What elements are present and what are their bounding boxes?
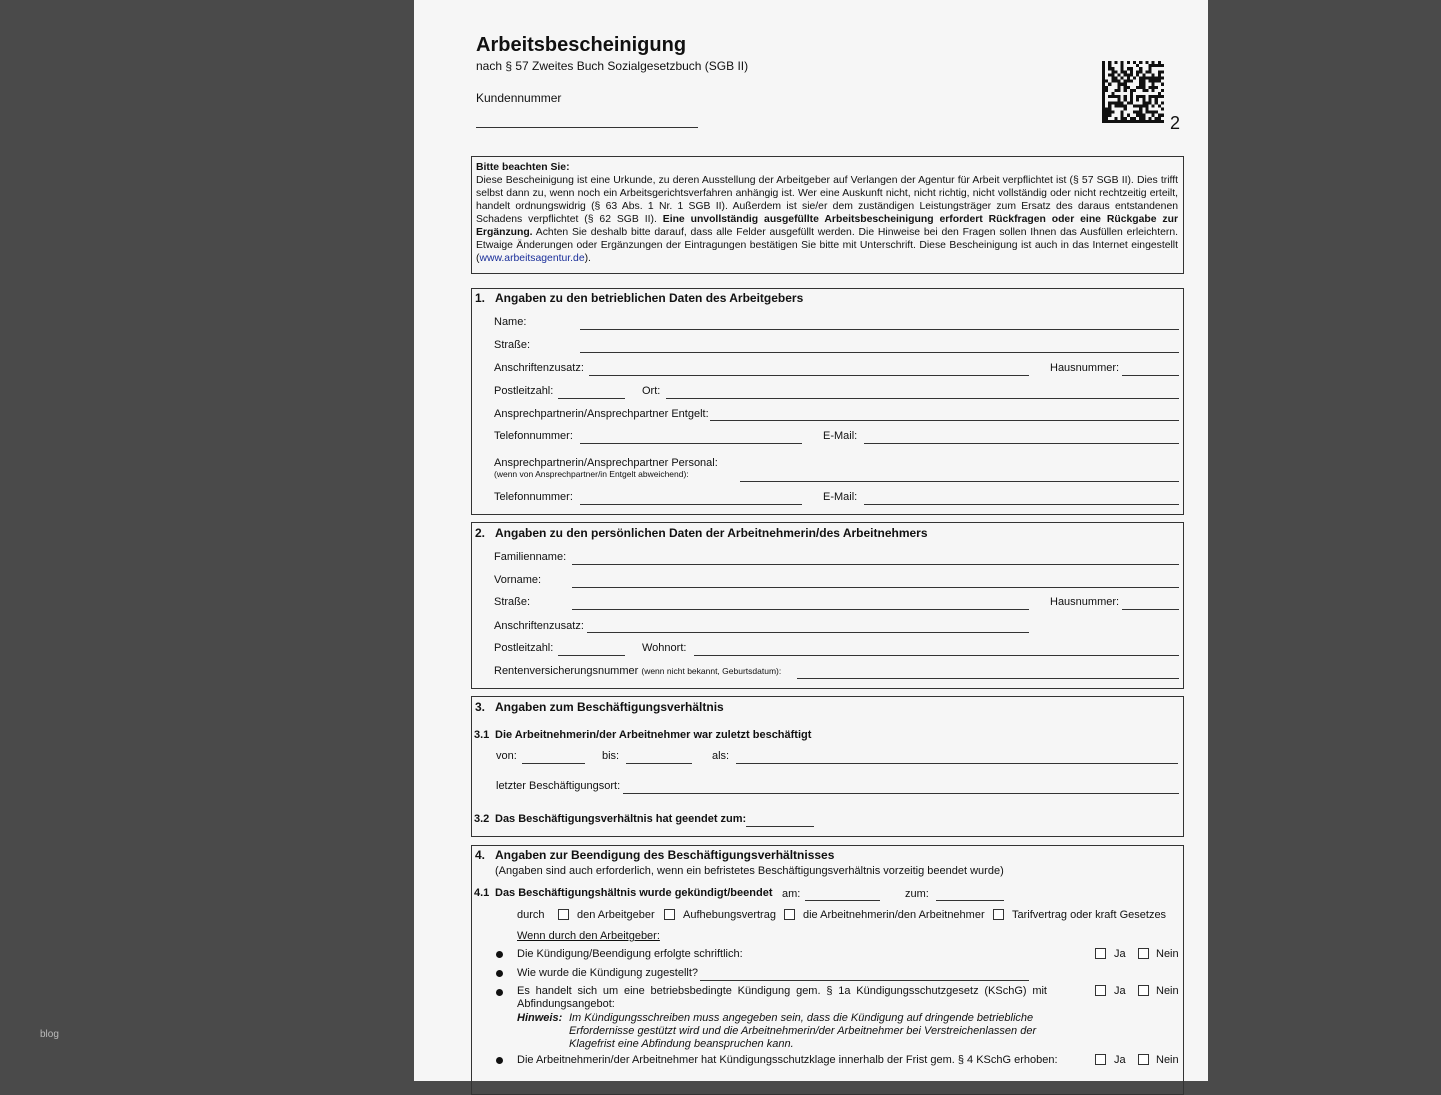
notice-text [476,161,1178,265]
email-field[interactable] [864,443,1179,444]
pension-number-text: Rentenversicherungsnummer [494,665,639,677]
section-1-number: 1. [475,291,486,305]
section-4-title: Angaben zur Beendigung des Beschäftigungsverhältnisses [495,848,835,862]
email-2-field[interactable] [864,504,1179,505]
phone-field[interactable] [580,443,802,444]
email-2-label: E-Mail: [823,491,858,503]
phone-2-label: Telefonnummer: [494,491,573,503]
section-1-title: Angaben zu den betrieblichen Daten des Arbeitgebers [495,291,804,305]
checkbox-collective-agreement[interactable] [993,909,1004,920]
section-3-2-number: 3.2 [474,813,490,825]
section-3-number: 3. [475,700,486,714]
section-3-title: Angaben zum Beschäftigungsverhältnis [495,700,724,714]
street-field[interactable] [572,609,1029,610]
bullet-icon [496,989,503,996]
q1-yes-checkbox[interactable] [1095,948,1106,959]
surname-label: Familienname: [494,551,567,563]
contact-personnel-label: Ansprechpartnerin/Ansprechpartner Personal: [494,457,718,469]
last-workplace-label: letzter Beschäftigungsort: [496,780,621,792]
as-label: als: [712,750,730,762]
residence-label: Wohnort: [642,642,687,654]
from-field[interactable] [522,763,585,764]
option-collective-agreement: Tarifvertrag oder kraft Gesetzes [1012,909,1167,921]
page-number: 2 [1170,113,1181,133]
to-field[interactable] [626,763,692,764]
option-employer: den Arbeitgeber [577,909,655,921]
notice-bold: Eine unvollständig ausgefüllte Arbeitsbescheinigung erfordert Rückfragen oder eine Rückgabe zur Ergänzung. [476,214,1178,238]
by-label: durch [517,909,545,921]
notice-body: Diese Bescheinigung ist eine Urkunde, zu deren Ausstellung der Arbeitgeber auf Verlangen der Agentur für Arbeit verpflichtet ist (§ 57 SGB II). Dies trifft selbst dann zu, wenn noch ein Arbeitsgerichtsverfahren anhängig ist. Wer eine Auskunft nicht, nicht richtig, nicht vollständig oder nicht rechtzeitig erteilt, handelt ordnungswidrig (§ 63 Abs. 1 Nr. 1 SGB II). Außerdem ist sie/er dem zuständigen Leistungsträger zum Ersatz des daraus entstandenen Schadens verpflichtet (§ 62 SGB II). [476,175,1178,225]
end-date-field[interactable] [746,826,814,827]
notice-body-2: Achten Sie deshalb bitte darauf, dass alle Felder ausgefüllt werden. Die Hinweise bei den Fragen sollen Ihnen das Ausfüllen erleichtern. Etwaige Änderungen oder Ergänzungen der Eintragungen bestätigen Sie bitte mit Unterschrift. Diese Bescheinigung ist auch in das Internet eingestellt ( [476,227,1178,264]
address-extra-label: Anschriftenzusatz: [494,620,584,632]
to-label: bis: [602,750,620,762]
from-label: von: [496,750,517,762]
phone-2-field[interactable] [580,504,802,505]
terminated-on-field[interactable] [805,900,880,901]
bullet-icon [496,951,503,958]
contact-payroll-label: Ansprechpartnerin/Ansprechpartner Entgelt: [494,408,709,420]
notice-heading: Bitte beachten Sie: [476,162,570,173]
pension-number-label [494,664,781,678]
note-line-3: Klagefrist eine Abfindung beanspruchen kann. [569,1038,794,1050]
section-4-1-title: Das Beschäftigungshältnis wurde gekündigt/beendet [495,887,773,899]
residence-field[interactable] [694,655,1179,656]
note-label: Hinweis: [517,1012,563,1024]
if-employer-heading: Wenn durch den Arbeitgeber: [517,930,660,942]
address-extra-field[interactable] [587,632,1029,633]
notice-end: ). [584,253,591,264]
option-termination-agreement: Aufhebungsvertrag [683,909,776,921]
subtitle: nach § 57 Zweites Buch Sozialgesetzbuch (SGB II) [476,59,749,73]
employer-house-number-field[interactable] [1122,375,1179,376]
page-title: Arbeitsbescheinigung [476,34,687,56]
firstname-label: Vorname: [494,574,542,586]
checkbox-termination-agreement[interactable] [664,909,675,920]
employer-name-field[interactable] [580,329,1179,330]
until-label: zum: [905,888,929,900]
checkbox-employee[interactable] [784,909,795,920]
pension-number-field[interactable] [797,678,1179,679]
question-severance-1: Es handelt sich um eine betriebsbedingte Kündigung gem. § 1a Kündigungsschutzgesetz (KSchG) mit [517,985,1047,997]
section-4-number: 4. [475,848,486,862]
section-2-number: 2. [475,526,486,540]
contact-payroll-field[interactable] [710,420,1179,421]
website-link[interactable]: www.arbeitsagentur.de [479,253,585,264]
q4-yes-label: Ja [1114,1054,1126,1066]
contact-personnel-field[interactable] [740,481,1179,482]
zip-label: Postleitzahl: [494,642,554,654]
customer-number-field[interactable] [476,127,698,128]
pension-number-note: (wenn nicht bekannt, Geburtsdatum): [641,666,782,676]
employer-zip-field[interactable] [558,398,625,399]
q4-no-checkbox[interactable] [1138,1054,1149,1065]
terminated-until-field[interactable] [936,900,1004,901]
employer-city-field[interactable] [666,398,1179,399]
section-3-1-number: 3.1 [474,729,490,741]
employer-address-extra-label: Anschriftenzusatz: [494,362,584,374]
note-line-2: Erfordernisse gestützt wird und die Arbeitnehmerin/der Arbeitnehmer bei Verstreichenlassen der [569,1025,1037,1037]
q1-no-label: Nein [1156,948,1179,960]
surname-field[interactable] [572,564,1179,565]
section-3-2-title: Das Beschäftigungsverhältnis hat geendet zum: [495,813,747,825]
q1-no-checkbox[interactable] [1138,948,1149,959]
section-2-title: Angaben zu den persönlichen Daten der Arbeitnehmerin/des Arbeitnehmers [495,526,928,540]
checkbox-employer[interactable] [558,909,569,920]
employer-zip-label: Postleitzahl: [494,385,554,397]
last-workplace-field[interactable] [623,793,1179,794]
note-line-1: Im Kündigungsschreiben muss angegeben sein, dass die Kündigung auf dringende betriebliche [569,1012,1034,1024]
delivery-field[interactable] [700,980,1029,981]
phone-label: Telefonnummer: [494,430,573,442]
employer-street-field[interactable] [580,352,1179,353]
blog-label: blog [40,1029,59,1040]
q3-yes-checkbox[interactable] [1095,985,1106,996]
zip-field[interactable] [558,655,625,656]
employer-address-extra-field[interactable] [589,375,1029,376]
question-delivery: Wie wurde die Kündigung zugestellt? [517,967,699,979]
bullet-icon [496,1057,503,1064]
bullet-icon [496,970,503,977]
contact-personnel-note: (wenn von Ansprechpartner/in Entgelt abweichend): [494,469,689,479]
section-3-1-title: Die Arbeitnehmerin/der Arbeitnehmer war zuletzt beschäftigt [495,729,812,741]
q1-yes-label: Ja [1114,948,1126,960]
datamatrix-code [1102,61,1164,123]
position-field[interactable] [736,763,1178,764]
house-number-label: Hausnummer: [1050,596,1120,608]
firstname-field[interactable] [572,587,1179,588]
section-4-1-number: 4.1 [474,887,490,899]
q4-yes-checkbox[interactable] [1095,1054,1106,1065]
option-employee: die Arbeitnehmerin/den Arbeitnehmer [803,909,985,921]
employer-house-number-label: Hausnummer: [1050,362,1120,374]
q4-no-label: Nein [1156,1054,1179,1066]
employer-city-label: Ort: [642,385,661,397]
house-number-field[interactable] [1122,609,1179,610]
customer-number-label: Kundennummer [476,91,562,105]
question-lawsuit: Die Arbeitnehmerin/der Arbeitnehmer hat Kündigungsschutzklage innerhalb der Frist gem. § 4 KSchG erhoben: [517,1054,1058,1066]
q3-no-checkbox[interactable] [1138,985,1149,996]
employer-name-label: Name: [494,316,527,328]
employer-street-label: Straße: [494,339,531,351]
question-written: Die Kündigung/Beendigung erfolgte schriftlich: [517,948,743,960]
q3-yes-label: Ja [1114,985,1126,997]
on-label: am: [782,888,801,900]
street-label: Straße: [494,596,531,608]
email-label: E-Mail: [823,430,858,442]
q3-no-label: Nein [1156,985,1179,997]
question-severance-2: Abfindungsangebot: [517,998,615,1010]
section-4-subtitle: (Angaben sind auch erforderlich, wenn ein befristetes Beschäftigungsverhältnis vorzeitig beendet wurde) [495,865,1004,877]
